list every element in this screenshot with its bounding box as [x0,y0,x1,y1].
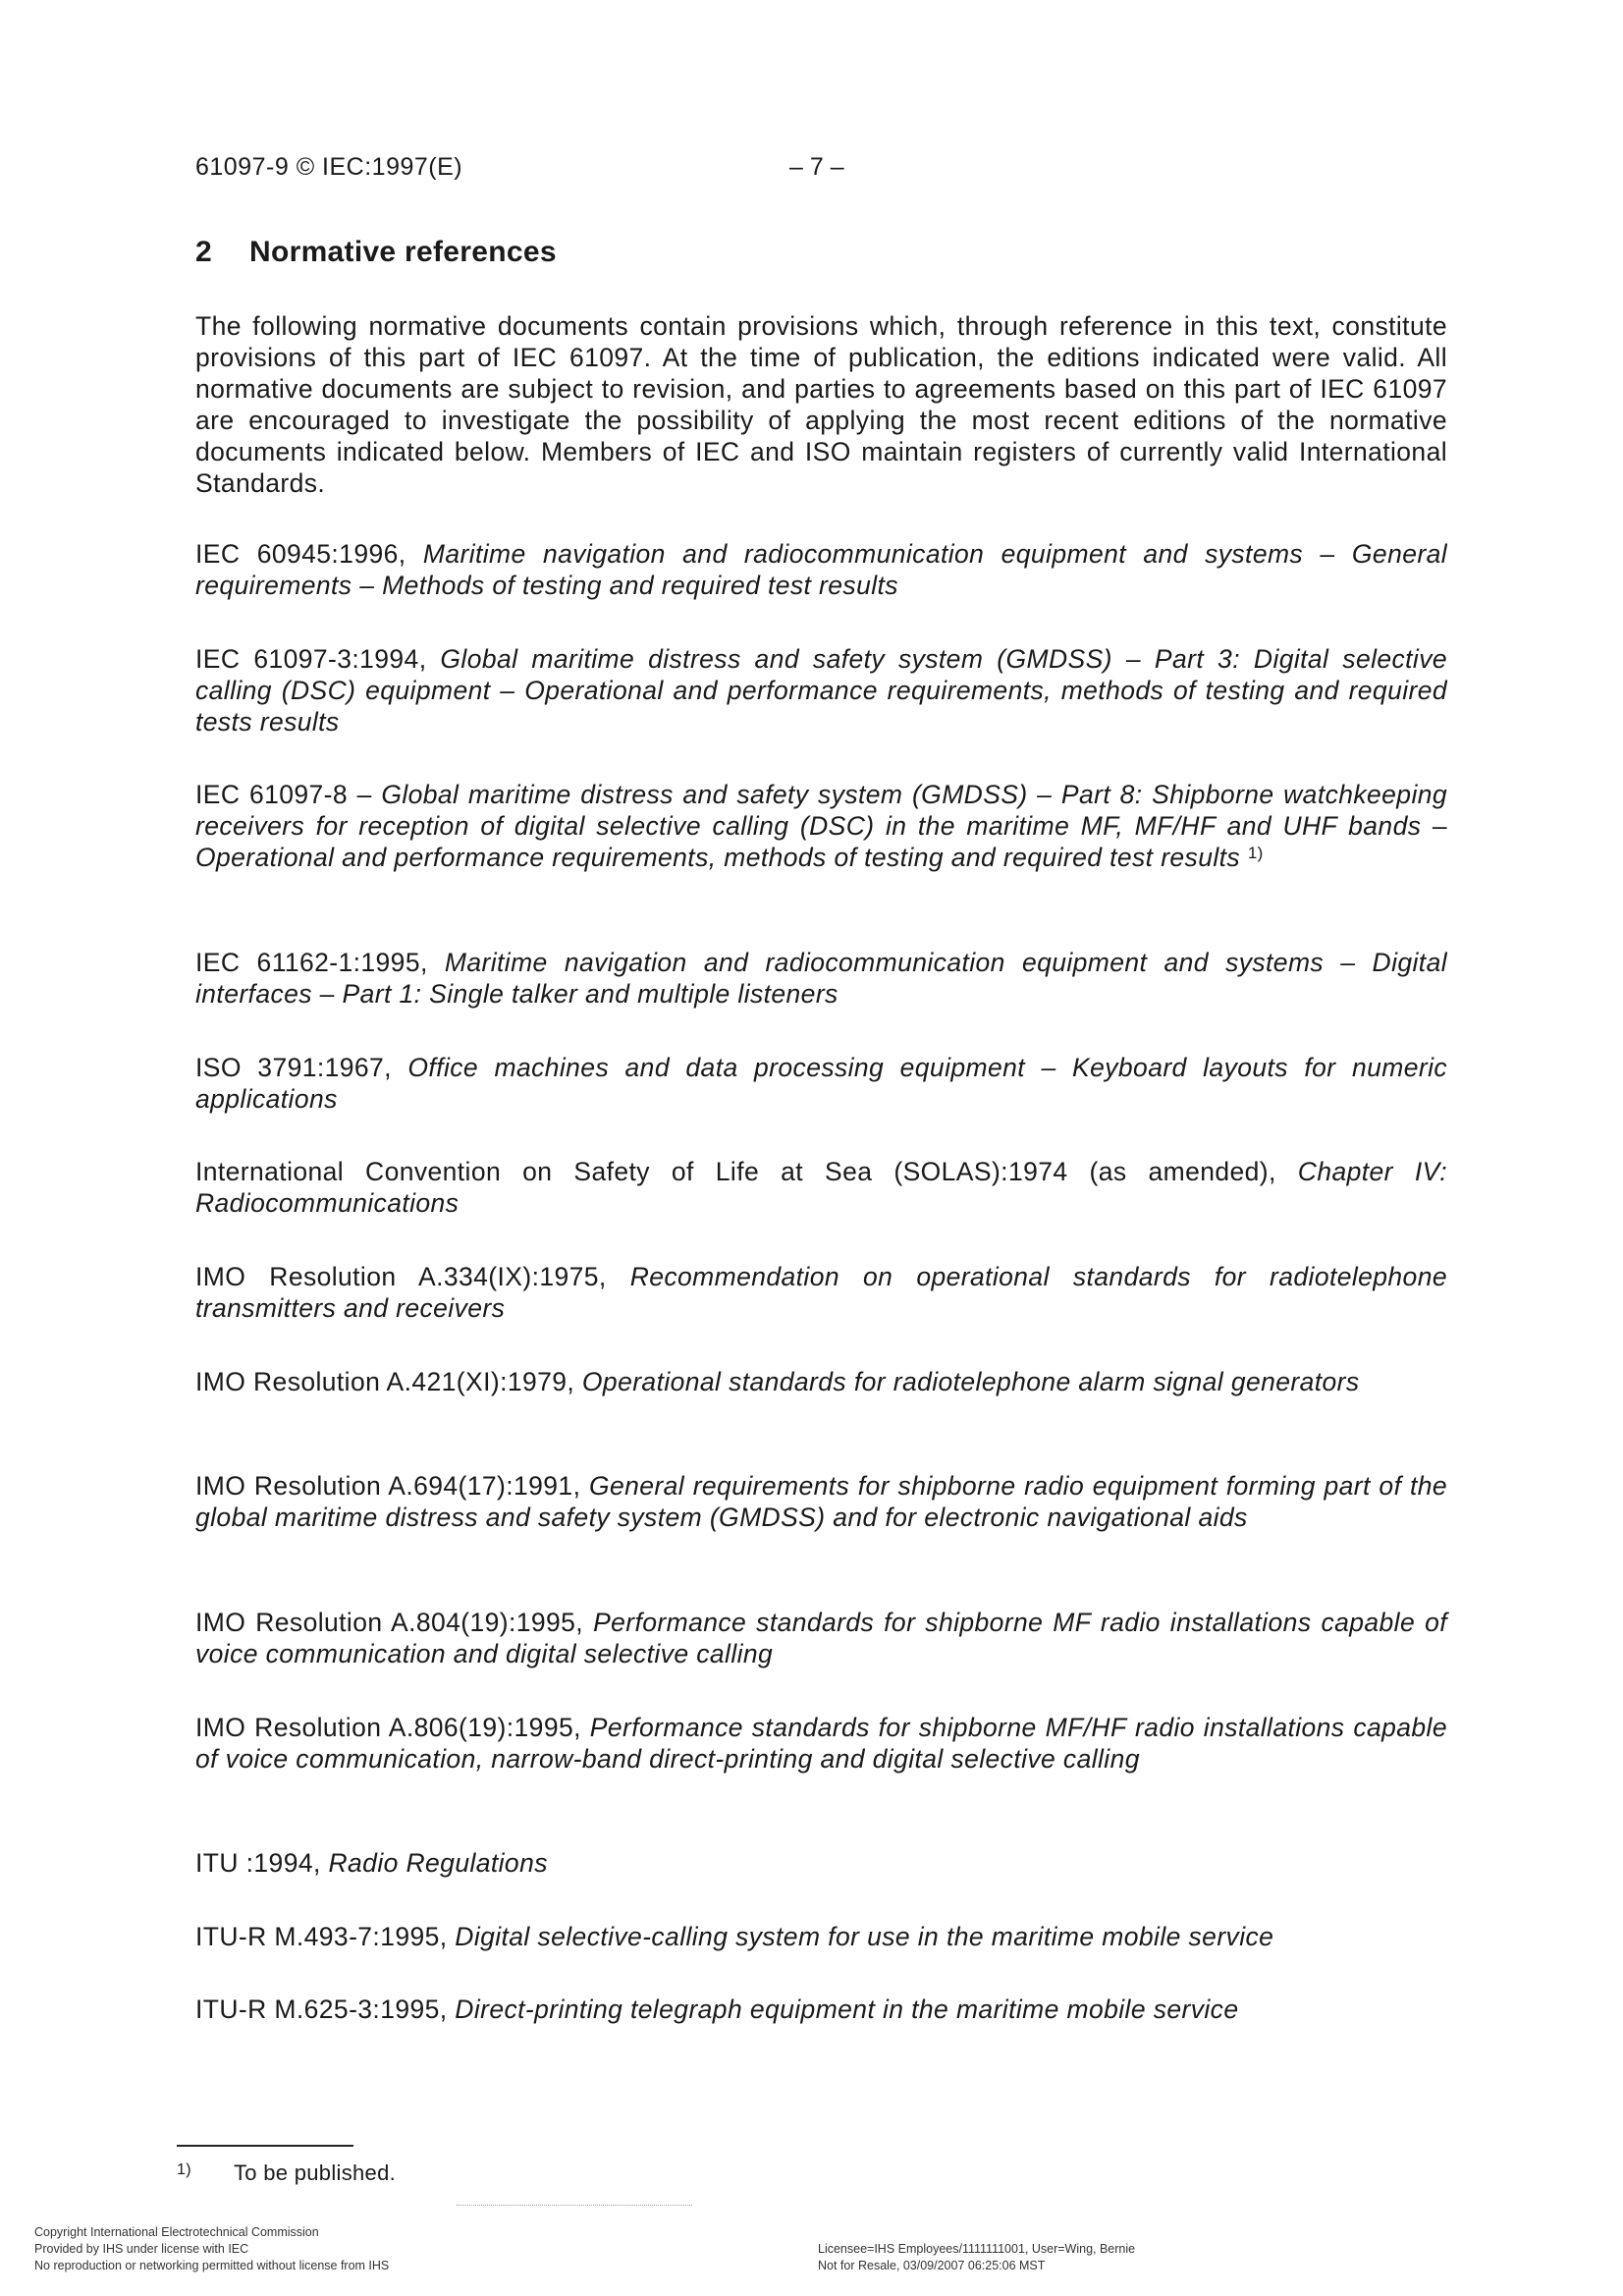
reference-id: ITU-R M.625-3:1995, [195,1995,448,2024]
footnote-mark: 1) [177,2161,191,2178]
intro-paragraph: The following normative documents contain provisions which, through reference in this text, constitute provisions of this part of IEC 61097. At the time of publication, the editions indicated were valid. All normative documents are subject to revision, and parties to agreements based on this part of IEC 61097 are encouraged to investigate the possibility of applying the most recent editions of the normative documents indicated below. Members of IEC and ISO maintain registers of currently valid International Standards. [195,311,1447,498]
reference-id: IEC 60945:1996, [195,539,406,569]
reference-title: General requirements for shipborne radio equipment forming part of the global maritime distress and safety system (GMDSS) and for electronic navigational aids [195,1471,1448,1532]
reference-id: IEC 61162-1:1995, [195,948,428,977]
reference-item [195,643,1447,738]
copyright-line: Copyright International Electrotechnical Commission [34,2225,319,2239]
reference-item [195,1156,1447,1219]
reference-id: IEC 61097-8 – [195,780,372,809]
reference-id: IMO Resolution A.804(19):1995, [195,1608,584,1637]
reference-item [195,1712,1447,1775]
reference-title: Direct-printing telegraph equipment in the maritime mobile service [455,1995,1239,2024]
reference-item [195,1366,1447,1397]
footnote-divider [177,2145,353,2147]
reference-item [195,1921,1447,1952]
reference-item [195,1261,1447,1324]
reference-item [195,1847,1447,1879]
reference-title: Maritime navigation and radiocommunication equipment and systems – General requirements – Methods of testing and required test results [195,539,1448,600]
reference-item [195,538,1447,601]
page-number: – 7 – [789,153,844,181]
section-heading [195,236,557,269]
reference-title: Performance standards for shipborne MF/HF radio installations capable of voice communication, narrow-band direct-printing and digital selective calling [195,1713,1447,1774]
reference-title: Operational standards for radiotelephone alarm signal generators [581,1367,1360,1396]
license-line: Licensee=IHS Employees/1111111001, User=Wing, Bernie [818,2242,1136,2256]
reference-item [195,779,1447,873]
reference-item [195,1052,1447,1115]
reference-id: ITU :1994, [195,1848,321,1878]
reference-item [195,1994,1447,2025]
reference-item [195,1607,1447,1669]
reference-id: ITU-R M.493-7:1995, [195,1922,448,1951]
footnote [177,2160,396,2186]
scan-artifact-divider [457,2205,692,2206]
reference-id: International Convention on Safety of Life at Sea (SOLAS):1974 (as amended), [195,1157,1276,1186]
section-number: 2 [195,236,212,268]
reference-title: Maritime navigation and radiocommunication equipment and systems – Digital interfaces – Part 1: Single talker and multiple listeners [195,948,1447,1009]
footnote-text: To be published. [234,2160,397,2185]
reference-title: Office machines and data processing equipment – Keyboard layouts for numeric applications [195,1053,1448,1114]
reference-title: Digital selective-calling system for use in the maritime mobile service [455,1922,1274,1951]
copyright-line: No reproduction or networking permitted without license from IHS [34,2259,390,2272]
copyright-line: Provided by IHS under license with IEC [34,2242,249,2256]
reference-id: IEC 61097-3:1994, [195,644,427,674]
license-line: Not for Resale, 03/09/2007 06:25:06 MST [818,2259,1046,2272]
reference-title: Global maritime distress and safety system (GMDSS) – Part 3: Digital selective calling (DSC) equipment – Operational and performance requirements, methods of testing and required tests results [195,644,1447,737]
reference-title: Performance standards for shipborne MF radio installations capable of voice communication and digital selective calling [195,1608,1447,1668]
reference-item [195,1470,1447,1533]
reference-title: Radio Regulations [328,1848,548,1878]
footnote-reference: 1) [1247,844,1264,862]
reference-id: ISO 3791:1967, [195,1053,392,1082]
reference-id: IMO Resolution A.806(19):1995, [195,1713,581,1742]
reference-title: Recommendation on operational standards for radiotelephone transmitters and receivers [195,1262,1447,1323]
reference-title: Global maritime distress and safety system (GMDSS) – Part 8: Shipborne watchkeeping receivers for reception of digital selective calling (DSC) in the maritime MF, MF/HF and UHF bands – Operational and performance requirements, methods of testing and required test results [195,780,1448,872]
section-title: Normative references [249,236,557,268]
reference-id: IMO Resolution A.421(XI):1979, [195,1367,575,1396]
reference-title: Chapter IV: Radiocommunications [195,1157,1447,1218]
document-header-id: 61097-9 © IEC:1997(E) [195,153,463,181]
reference-id: IMO Resolution A.694(17):1991, [195,1471,581,1501]
reference-item [195,947,1447,1010]
reference-id: IMO Resolution A.334(IX):1975, [195,1262,607,1291]
